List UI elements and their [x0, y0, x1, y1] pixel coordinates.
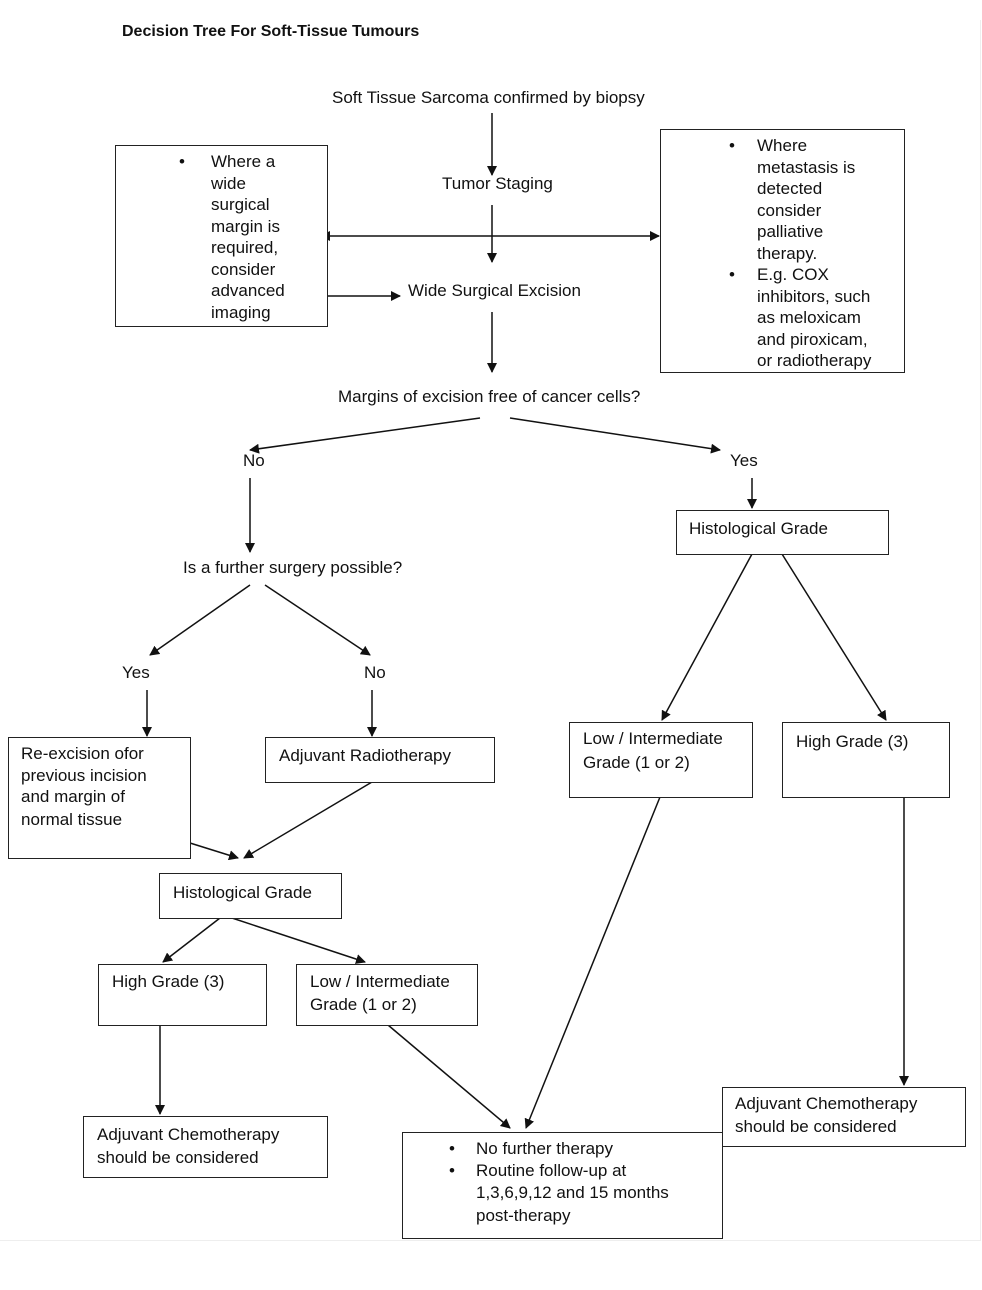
box-line: Histological Grade	[173, 883, 312, 902]
arrow-low-right-to-final	[526, 797, 660, 1128]
note-line: as meloxicam	[757, 308, 861, 327]
box-line: Adjuvant Chemotherapy	[735, 1094, 918, 1113]
box-line: Routine follow-up at	[476, 1161, 627, 1180]
bullet-icon: •	[729, 136, 735, 155]
arrow-radio-to-histo	[244, 782, 372, 858]
arrow-margins-yes	[510, 418, 720, 450]
label-no: No	[243, 451, 265, 470]
box-line: Low / Intermediate	[583, 729, 723, 748]
box-line: should be considered	[97, 1148, 259, 1167]
note-line: therapy.	[757, 243, 818, 263]
bullet-icon: •	[729, 265, 735, 284]
note-line: palliative	[757, 222, 824, 241]
box-line: normal tissue	[21, 810, 123, 829]
bullet-icon: •	[179, 152, 185, 171]
note-line: consider	[211, 259, 276, 279]
note-line: consider	[757, 200, 822, 220]
box-adjuvant-chemo-right	[722, 1087, 966, 1147]
box-line: High Grade (3)	[112, 972, 225, 991]
box-line: Histological Grade	[689, 519, 828, 538]
box-adjuvant-radiotherapy	[265, 737, 495, 783]
label-no-2: No	[364, 663, 386, 682]
diagram-title: Decision Tree For Soft-Tissue Tumours	[122, 23, 420, 40]
arrow-question-no	[265, 585, 370, 655]
arrow-reexcision-to-histo	[190, 843, 238, 858]
box-histological-grade-left	[159, 873, 342, 919]
note-box-advanced-imaging	[115, 145, 328, 327]
arrow-histo-to-high	[163, 918, 220, 962]
box-line: Adjuvant Radiotherapy	[279, 746, 452, 765]
note-line: required,	[211, 238, 279, 257]
note-line: detected	[757, 179, 823, 198]
box-low-intermediate-left	[296, 964, 478, 1026]
arrow-histo-to-low	[232, 918, 365, 962]
arrow-histo-right-to-low	[662, 554, 752, 720]
arrow-low-to-final	[388, 1025, 510, 1128]
box-line: No further therapy	[476, 1139, 614, 1158]
node-wide-surgical-excision: Wide Surgical Excision	[408, 281, 581, 300]
note-line: advanced	[211, 281, 285, 300]
note-line: or radiotherapy	[757, 351, 872, 370]
arrow-histo-right-to-high	[782, 554, 886, 720]
box-line: 1,3,6,9,12 and 15 months	[476, 1183, 669, 1202]
node-tumor-staging: Tumor Staging	[442, 174, 553, 193]
bullet-icon: •	[449, 1161, 455, 1180]
box-no-further-therapy	[402, 1132, 723, 1239]
note-line: margin is	[211, 216, 280, 236]
node-biopsy-confirmed: Soft Tissue Sarcoma confirmed by biopsy	[332, 88, 645, 107]
note-line: Where	[757, 136, 808, 155]
box-high-grade-left	[98, 964, 267, 1026]
box-line: Re-excision ofor	[21, 744, 144, 763]
note-line: imaging	[211, 302, 271, 322]
note-line: and piroxicam,	[757, 329, 868, 349]
note-line: surgical	[211, 195, 270, 214]
box-adjuvant-chemo-left	[83, 1116, 328, 1178]
box-line: and margin of	[21, 787, 125, 806]
box-line: Grade (1 or 2)	[310, 995, 417, 1014]
box-line: Low / Intermediate	[310, 972, 450, 991]
box-line: post-therapy	[476, 1206, 571, 1225]
box-line: Adjuvant Chemotherapy	[97, 1125, 280, 1144]
node-further-surgery-question: Is a further surgery possible?	[183, 558, 403, 577]
note-line: metastasis is	[757, 157, 856, 177]
note-line: Where a	[211, 152, 276, 171]
box-re-excision	[8, 737, 191, 859]
box-line: Grade (1 or 2)	[583, 753, 690, 772]
box-histological-grade-right	[676, 510, 889, 555]
note-box-metastasis	[660, 129, 905, 373]
note-line: wide	[211, 173, 246, 193]
box-line: High Grade (3)	[796, 732, 909, 751]
arrow-margins-no	[250, 418, 480, 450]
node-margins-question: Margins of excision free of cancer cells?	[338, 387, 641, 406]
box-high-grade-right	[782, 722, 950, 798]
box-line: should be considered	[735, 1117, 897, 1136]
note-line: inhibitors, such	[757, 286, 871, 306]
label-yes: Yes	[730, 451, 758, 470]
note-line: E.g. COX	[757, 265, 829, 284]
bullet-icon: •	[449, 1139, 455, 1158]
label-yes-2: Yes	[122, 663, 150, 682]
box-low-intermediate-right	[569, 722, 753, 798]
arrow-question-yes	[150, 585, 250, 655]
box-line: previous incision	[21, 766, 147, 785]
